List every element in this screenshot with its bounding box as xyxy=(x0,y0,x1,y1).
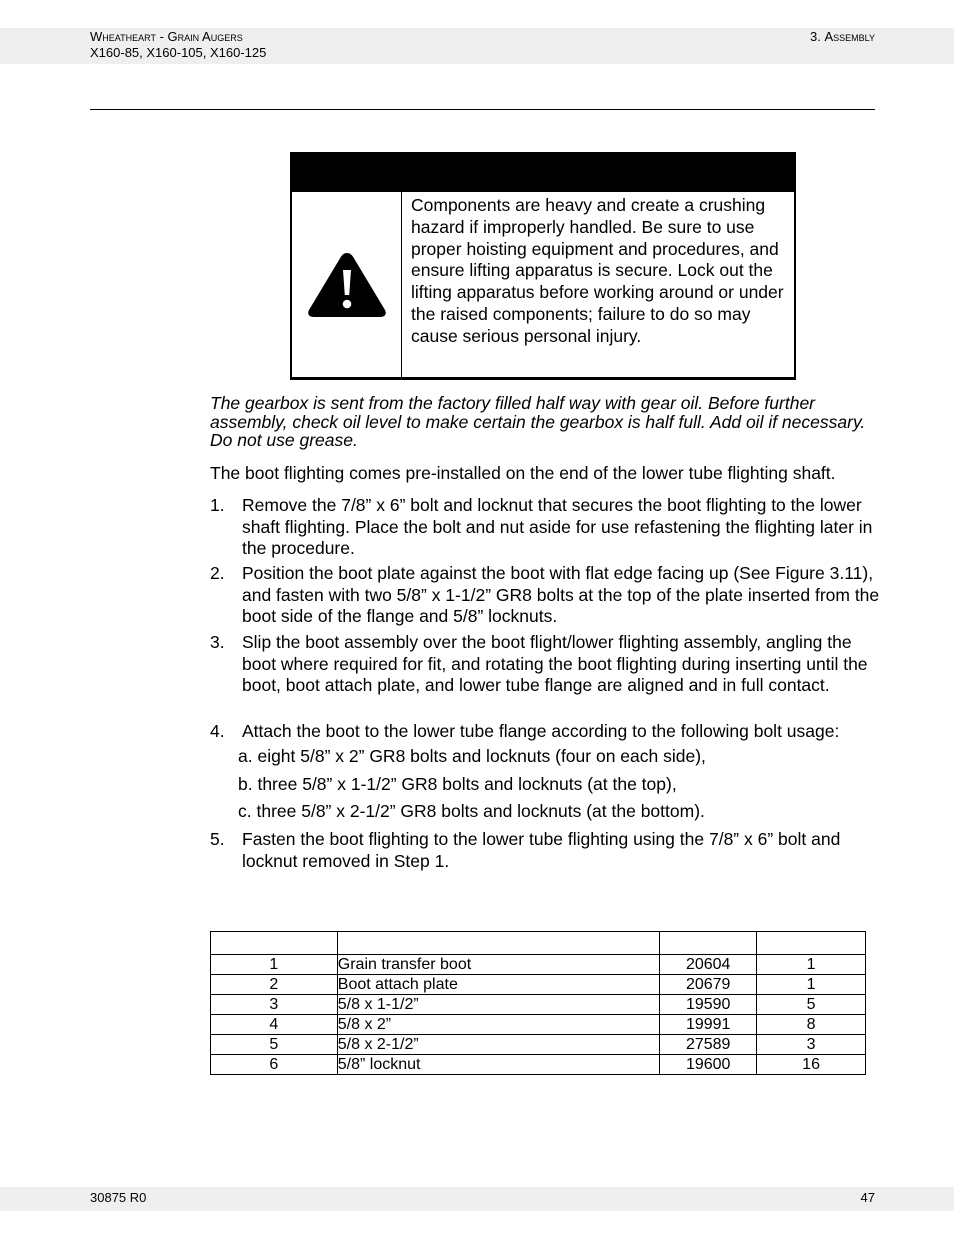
step-text: Position the boot plate against the boot with flat edge facing up (See Figure 3.11), and fasten with two 5/8” x 1-1/2” GR8 bolts at the top of the plate inserted from the boot side of the flange and 5/8” locknuts. xyxy=(242,563,880,627)
table-row xyxy=(211,955,866,975)
header-models: X160-85, X160-105, X160-125 xyxy=(90,45,267,60)
step-text: Fasten the boot flighting to the lower tube flighting using the 7/8” x 6” bolt and locknut removed in Step 1. xyxy=(242,829,841,871)
footer-doc-number: 30875 R0 xyxy=(90,1190,147,1205)
item-number: 2 xyxy=(211,975,338,995)
quantity: 8 xyxy=(757,1015,866,1035)
gearbox-note: The gearbox is sent from the factory filled half way with gear oil. Before further assembly, check oil level to make certain the gearbox is half full. Add oil if necessary. Do not use grease. xyxy=(210,393,866,450)
quantity: 3 xyxy=(757,1035,866,1055)
parts-table xyxy=(210,931,866,1075)
header-cell xyxy=(660,932,757,955)
substep-b: b. three 5/8” x 1-1/2” GR8 bolts and locknuts (at the top), xyxy=(238,774,677,794)
step-number: 1. xyxy=(210,495,225,515)
header-rule xyxy=(90,109,875,110)
step-text: Remove the 7/8” x 6” bolt and locknut that secures the boot flighting to the lower shaft flighting. Place the bolt and nut aside for use refastening the flighting later in the procedure. xyxy=(242,495,873,559)
header-cell xyxy=(757,932,866,955)
quantity: 16 xyxy=(757,1055,866,1075)
step-number: 3. xyxy=(210,632,225,652)
quantity: 1 xyxy=(757,955,866,975)
item-number: 1 xyxy=(211,955,338,975)
item-number: 4 xyxy=(211,1015,338,1035)
item-number: 6 xyxy=(211,1055,338,1075)
header-title xyxy=(90,29,266,45)
header-separator: - xyxy=(155,29,168,44)
table-row xyxy=(211,1035,866,1055)
quantity: 5 xyxy=(757,995,866,1015)
table-row xyxy=(211,975,866,995)
page-header-right xyxy=(810,29,875,45)
warning-box xyxy=(290,152,796,380)
step-number: 4. xyxy=(210,721,225,741)
item-description: 5/8” locknut xyxy=(337,1055,659,1075)
header-section-number: 3. xyxy=(810,29,825,44)
header-brand: Wheatheart xyxy=(90,29,156,44)
table-row xyxy=(211,995,866,1015)
table-row xyxy=(211,1015,866,1035)
warning-triangle-icon xyxy=(305,250,389,320)
item-number: 5 xyxy=(211,1035,338,1055)
step-number: 2. xyxy=(210,563,225,583)
item-description: Grain transfer boot xyxy=(337,955,659,975)
part-number: 20604 xyxy=(660,955,757,975)
header-section-name: Assembly xyxy=(824,29,875,44)
warning-icon-cell xyxy=(292,192,402,377)
warning-title-bar xyxy=(290,152,796,192)
step-number: 5. xyxy=(210,829,225,849)
step-text: Attach the boot to the lower tube flange according to the following bolt usage: xyxy=(242,721,840,741)
part-number: 19590 xyxy=(660,995,757,1015)
header-product: Grain Augers xyxy=(167,29,243,44)
table-row xyxy=(211,1055,866,1075)
item-description: 5/8 x 2-1/2” xyxy=(337,1035,659,1055)
warning-text: Components are heavy and create a crushing hazard if improperly handled. Be sure to use proper hoisting equipment and procedures, and ensure lifting apparatus is secure. Lock out the lifting apparatus before working around or under the raised components; failure to do so may cause serious personal injury. xyxy=(411,195,784,346)
page-header-left xyxy=(90,29,266,61)
step-text: Slip the boot assembly over the boot flight/lower flighting assembly, angling the boot where required for fit, and rotating the boot flighting during inserting until the boot, boot attach plate, and lower tube flange are aligned and in full contact. xyxy=(242,632,868,696)
item-description: 5/8 x 1-1/2” xyxy=(337,995,659,1015)
table-header-row xyxy=(211,932,866,955)
warning-body xyxy=(290,192,796,380)
substep-c: c. three 5/8” x 2-1/2” GR8 bolts and locknuts (at the bottom). xyxy=(238,801,705,821)
header-cell xyxy=(211,932,338,955)
part-number: 19600 xyxy=(660,1055,757,1075)
part-number: 20679 xyxy=(660,975,757,995)
item-number: 3 xyxy=(211,995,338,1015)
part-number: 27589 xyxy=(660,1035,757,1055)
header-cell xyxy=(337,932,659,955)
part-number: 19991 xyxy=(660,1015,757,1035)
footer-page-number: 47 xyxy=(860,1190,875,1205)
item-description: 5/8 x 2” xyxy=(337,1015,659,1035)
substep-a: a. eight 5/8” x 2” GR8 bolts and locknuts (four on each side), xyxy=(238,746,706,766)
intro-paragraph: The boot flighting comes pre-installed on the end of the lower tube flighting shaft. xyxy=(210,463,836,483)
quantity: 1 xyxy=(757,975,866,995)
item-description: Boot attach plate xyxy=(337,975,659,995)
